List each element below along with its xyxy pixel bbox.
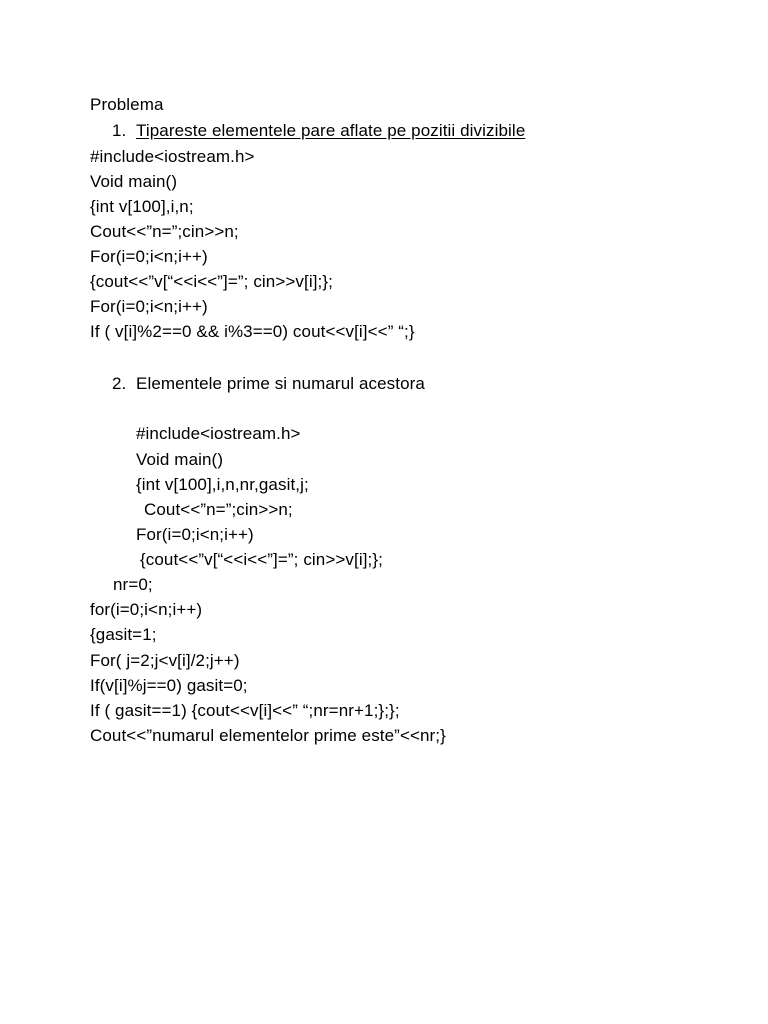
- code-line: Cout<<”numarul elementelor prime este”<<nr;}: [90, 726, 446, 745]
- code-line: If ( gasit==1) {cout<<v[i]<<” “;nr=nr+1;};};: [90, 701, 400, 720]
- code-line: If(v[i]%j==0) gasit=0;: [90, 676, 248, 695]
- code-line: Cout<<”n=”;cin>>n;: [90, 222, 239, 241]
- code-line: Void main(): [90, 172, 178, 191]
- code-line: {int v[100],i,n;: [90, 197, 194, 216]
- code-line: {cout<<”v[“<<i<<”]=”; cin>>v[i];};: [90, 272, 333, 291]
- code-line: Void main(): [136, 450, 224, 469]
- problem-1-heading-line: [112, 121, 525, 141]
- code-line: nr=0;: [113, 575, 153, 594]
- code-line: #include<iostream.h>: [90, 147, 255, 166]
- code-line: {cout<<”v[“<<i<<”]=”; cin>>v[i];};: [140, 550, 383, 569]
- problem-1-number: 1.: [112, 121, 127, 140]
- code-line: {gasit=1;: [90, 625, 157, 644]
- code-line: For(i=0;i<n;i++): [90, 297, 208, 316]
- problem-1-heading: Tipareste elementele pare aflate pe pozitii divizibile: [136, 121, 526, 140]
- problem-2-heading-line: [112, 374, 425, 394]
- code-line: For(i=0;i<n;i++): [90, 247, 208, 266]
- code-line: for(i=0;i<n;i++): [90, 600, 203, 619]
- code-line: For(i=0;i<n;i++): [136, 525, 254, 544]
- code-line: Cout<<”n=”;cin>>n;: [144, 500, 293, 519]
- problem-2-heading: Elementele prime si numarul acestora: [136, 374, 425, 393]
- document-title: Problema: [90, 95, 164, 114]
- code-line: If ( v[i]%2==0 && i%3==0) cout<<v[i]<<” “;}: [90, 322, 415, 341]
- code-line: #include<iostream.h>: [136, 424, 301, 443]
- code-line: For( j=2;j<v[i]/2;j++): [90, 651, 240, 670]
- code-line: {int v[100],i,n,nr,gasit,j;: [136, 475, 309, 494]
- problem-2-number: 2.: [112, 374, 127, 393]
